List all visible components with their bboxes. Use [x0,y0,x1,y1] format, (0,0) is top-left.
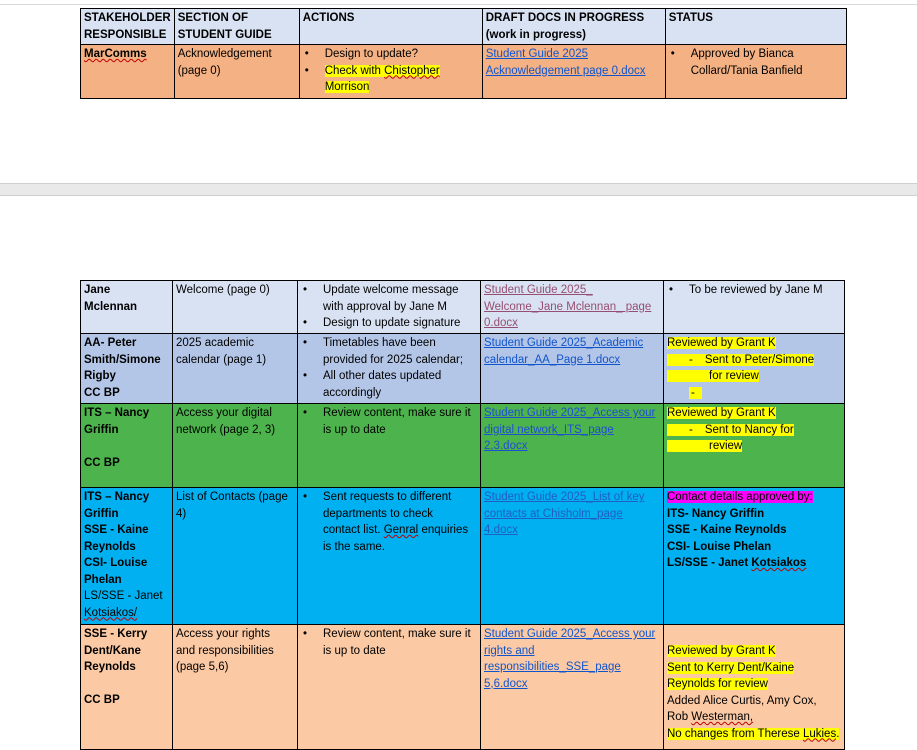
action-item: • All other dates updated accordingly [319,368,477,401]
draft-link-cell [481,404,664,488]
status-cell [664,281,845,334]
actions-cell [298,404,481,488]
draft-doc-link[interactable]: Student Guide 2025_Access your digital network_ITS_page 2,3.docx [484,407,656,452]
section-cell: Access your rights and responsibilities (page 5,6) [173,625,298,750]
header-stakeholder: STAKEHOLDER RESPONSIBLE [81,9,175,45]
actions-cell [298,625,481,750]
table-header-row [81,9,847,45]
draft-doc-link[interactable]: Student Guide 2025_List of key contacts at Chisholm_page 4.docx [484,491,645,536]
table-row-rights [81,625,845,750]
section-cell: Access your digital network (page 2, 3) [173,404,298,488]
section-cell: List of Contacts (page 4) [173,488,298,625]
section-cell: 2025 academic calendar (page 1) [173,334,298,404]
stakeholder-cell: MarComms [81,45,175,99]
action-item: • Update welcome message with approval by Jane M [319,282,477,315]
draft-doc-link[interactable]: Student Guide 2025 Acknowledgement page 0.docx [485,48,646,77]
draft-link-cell [482,45,665,99]
header-drafts: DRAFT DOCS IN PROGRESS (work in progress) [482,9,665,45]
actions-cell [299,45,482,99]
actions-cell [298,488,481,625]
status-cell: Reviewed by Grant K - Sent to Peter/Simone for review - [664,334,845,404]
draft-link-cell [481,281,664,334]
stakeholder-cell: AA- Peter Smith/Simone Rigby CC BP [81,334,173,404]
action-item: • Sent requests to different departments to check contact list. Genral enquiries is the same. [319,489,477,555]
section-cell: Acknowledgement (page 0) [174,45,299,99]
table-row-marcomms [81,45,847,99]
status-item: • Approved by Bianca Collard/Tania Banfield [687,46,843,79]
header-section: SECTION OF STUDENT GUIDE [174,9,299,45]
table-row-calendar [81,334,845,404]
action-item: • Review content, make sure it is up to date [319,626,477,659]
stakeholder-cell: ITS – Nancy Griffin SSE - Kaine Reynolds CSI- Louise Phelan LS/SSE - Janet Kotsiakos/ [81,488,173,625]
page-top-edge [0,4,917,5]
status-item: • To be reviewed by Jane M [685,282,841,299]
actions-cell [298,334,481,404]
actions-cell [298,281,481,334]
draft-link-cell [481,488,664,625]
status-cell: Reviewed by Grant K - Sent to Nancy for review [664,404,845,488]
table-row-digital-network [81,404,845,488]
status-cell: Contact details approved by: ITS- Nancy Griffin SSE - Kaine Reynolds CSI- Louise Phelan LS/SSE - Janet Kotsiakos [664,488,845,625]
section-cell: Welcome (page 0) [173,281,298,334]
action-item: • Check with Chistopher Morrison [321,63,479,96]
draft-doc-link[interactable]: Student Guide 2025_ Welcome_Jane Mclennan_ page 0.docx [484,284,652,329]
stakeholder-cell: Jane Mclennan [81,281,173,334]
stakeholder-table-part1 [80,8,847,99]
table-row-contacts [81,488,845,625]
draft-doc-link[interactable]: Student Guide 2025_Access your rights and responsibilities_SSE_page 5,6.docx [484,628,656,690]
header-status: STATUS [665,9,846,45]
page-break [0,183,917,196]
table-row-welcome [81,281,845,334]
status-cell: Reviewed by Grant K Sent to Kerry Dent/Kaine Reynolds for review Added Alice Curtis, Amy Cox, Rob Westerman, No changes from Therese Lukies. [664,625,845,750]
status-cell [665,45,846,99]
draft-doc-link[interactable]: Student Guide 2025_Academic calendar_AA_Page 1.docx [484,337,644,366]
header-actions: ACTIONS [299,9,482,45]
stakeholder-table-part2 [80,280,845,750]
action-item: • Design to update signature [319,315,477,332]
draft-link-cell [481,625,664,750]
stakeholder-cell: ITS – Nancy Griffin CC BP [81,404,173,488]
action-item: • Timetables have been provided for 2025 calendar; [319,335,477,368]
action-item: • Design to update? [321,46,479,63]
action-item: • Review content, make sure it is up to date [319,405,477,438]
draft-link-cell [481,334,664,404]
stakeholder-cell: SSE - Kerry Dent/Kane Reynolds CC BP [81,625,173,750]
